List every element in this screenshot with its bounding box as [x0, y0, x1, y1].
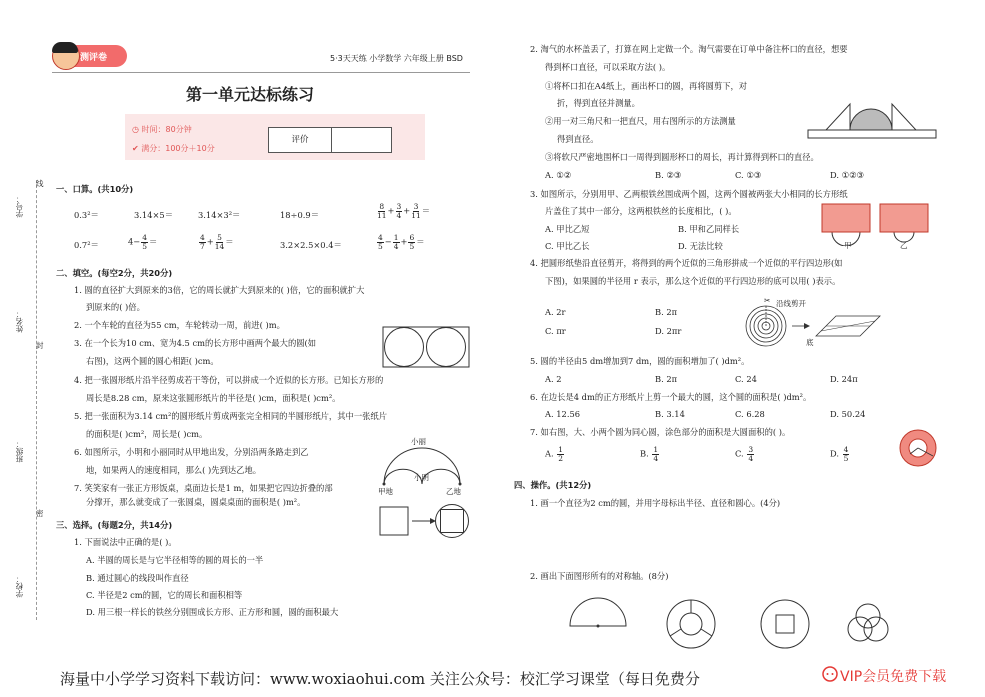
fill-q7-line2: 分撑开，那么就变成了一张圆桌，圆桌桌面的面积是( )m²。	[86, 497, 306, 507]
r-q7-opt-a: A. $\frac{1}{2}$	[545, 445, 564, 463]
label-feng: 封	[36, 341, 44, 350]
label-xuehao: 学号：	[15, 195, 24, 218]
choice-q1-d: D. 用三根一样长的铁丝分别围成长方形、正方形和圆，圆的面积最大	[86, 607, 339, 617]
r-q2-opt-b: B. ②③	[655, 170, 682, 180]
triangles-ruler-figure	[806, 98, 938, 140]
r-q2-line7: ③将软尺严密地围杯口一周得到圆形杯口的周长，再计算得到杯口的直径。	[545, 152, 819, 162]
r-q4-opt-b: B. 2π	[655, 307, 678, 317]
header-rule	[52, 72, 470, 73]
fill-q6-line1: 6. 如图所示，小明和小丽同时从甲地出发，分别沿两条路走到乙	[74, 447, 309, 457]
fill-q1-line1: 1. 圆的直径扩大到原来的3倍，它的周长就扩大到原来的( )倍，它的面积就扩大	[74, 285, 365, 295]
r-q3-opt-a: A. 甲比乙短	[545, 224, 590, 234]
r-q3-line1: 3. 如图所示，分别用甲、乙两根铁丝围成两个圆，这两个圆被两张大小相同的长方形纸	[530, 189, 848, 199]
r-q2-line1: 2. 淘气的水杯盖丢了，打算在网上定做一个。淘气需要在订单中备注杯口的直径，想要	[530, 44, 848, 54]
section3-heading: 三、选择。(每题2分，共14分)	[56, 520, 173, 530]
chat-bubble-icon	[822, 666, 838, 682]
fill-q3-line1: 3. 在一个长为10 cm、宽为4.5 cm的长方形中画两个最大的圆(如	[74, 338, 317, 348]
r-q7-opt-d: D. $\frac{4}{5}$	[830, 445, 849, 463]
label-xingming: 姓名：	[15, 310, 24, 333]
r-q4-line2: 下图)，如果圆的半径用 r 表示，那么这个近似的平行四边形的底可以用( )表示。	[545, 276, 841, 286]
label-banji: 班级：	[15, 440, 24, 463]
section4-heading: 四、操作。(共12分)	[514, 480, 592, 490]
r-q2-opt-c: C. ①③	[735, 170, 762, 180]
calc-7: 4− $\frac{4}{5}$ ＝	[128, 233, 158, 251]
r-q4-opt-c: C. πr	[545, 326, 566, 336]
calc-2: 3.14×5＝	[134, 210, 174, 220]
op-q1: 1. 画一个直径为2 cm的圆，并用字母标出半径、直径和圆心。(4分)	[530, 498, 781, 508]
r-q7-opt-b: B. $\frac{1}{4}$	[640, 445, 659, 463]
clock-icon: ◷	[132, 125, 142, 134]
table-folding-figure	[378, 503, 470, 539]
vip-download-link[interactable]: VIP会员免费下载	[840, 669, 947, 685]
choice-q1: 1. 下面说法中正确的是( )。	[74, 537, 177, 547]
section1-heading: 一、口算。(共10分)	[56, 184, 134, 194]
r-q2-opt-d: D. ①②③	[830, 170, 864, 180]
r-q3-opt-c: C. 甲比乙长	[545, 241, 590, 251]
fig-label-xiaoming: 小明	[414, 473, 429, 482]
choice-q1-a: A. 半圆的周长是与它半径相等的圆的周长的一半	[86, 555, 264, 565]
r-q5-opt-c: C. 24	[735, 374, 757, 384]
label-xian: 线	[36, 179, 44, 188]
fill-q7-line1: 7. 笑笑家有一张正方形饭桌，桌面边长是1 m，如果把它四边折叠的部	[74, 483, 333, 493]
time-text: 时间：80分钟	[141, 125, 192, 134]
fill-q1-line2: 到原来的( )倍。	[86, 302, 145, 312]
r-q4-opt-a: A. 2r	[545, 307, 566, 317]
r-q2-line3: ①将杯口扣在A4纸上，画出杯口的圆，再将圆剪下，对	[545, 81, 748, 91]
circle-cut-figure	[744, 304, 884, 350]
r-q5-opt-d: D. 24π	[830, 374, 858, 384]
r-q2-line6: 得到直径。	[557, 134, 599, 144]
r-q5-opt-b: B. 2π	[655, 374, 678, 384]
r-q7: 7. 如右图，大、小两个圆为同心圆，涂色部分的面积是大圆面积的( )。	[530, 427, 791, 437]
binding-line	[36, 180, 37, 620]
r-q7-opt-c: C. $\frac{3}{4}$	[735, 445, 754, 463]
fig-label-di: 底	[806, 338, 814, 347]
r-q4-opt-d: D. 2πr	[655, 326, 682, 336]
symmetry-figures	[566, 594, 926, 658]
r-q6-opt-b: B. 3.14	[655, 409, 685, 419]
fill-q4-line1: 4. 把一张圆形纸片沿半径剪成若干等份，可以拼成一个近似的长方形。已知长方形的	[74, 375, 384, 385]
logo-hair-icon	[52, 42, 78, 53]
eval-label: 评价	[269, 128, 332, 152]
check-icon: ✔	[132, 144, 142, 153]
fill-q3-line2: 右图)，这两个圆的圆心相距( )cm。	[86, 356, 219, 366]
fill-q5-line1: 5. 把一张面积为3.14 cm²的圆形纸片剪成两张完全相同的半圆形纸片，其中一张纸片	[74, 411, 388, 421]
r-q3-opt-b: B. 甲和乙同样长	[678, 224, 740, 234]
fill-q6-line2: 地，如果两人的速度相同，那么( )先到达乙地。	[86, 465, 262, 475]
fig-label-cut: 沿线剪开	[776, 299, 806, 308]
series-info: 5·3天天练 小学数学 六年级上册 BSD	[330, 54, 463, 63]
r-q2-line2: 得到杯口直径，可以采取方法( )。	[545, 62, 671, 72]
r-q6-opt-a: A. 12.56	[545, 409, 581, 419]
calc-10: $\frac{4}{5}$ − $\frac{1}{4}$ + $\frac{6}{5}$ ＝	[378, 233, 425, 251]
fig-label-jia-r: 甲	[844, 241, 852, 250]
calc-4: 18÷0.9＝	[280, 210, 320, 220]
r-q3-line2: 片盖住了其中一部分，这两根铁丝的长度相比，( )。	[545, 206, 737, 216]
footer-text: 海量中小学学习资料下载访问：www.woxiaohui.com 关注公众号：校汇学习课堂（每日免费分	[60, 670, 700, 688]
score-text: 满分：100分＋10分	[141, 144, 215, 153]
calc-5: $\frac{8}{11}$ + $\frac{3}{4}$ + $\frac{3}{11}$ ＝	[377, 202, 431, 220]
r-q5-opt-a: A. 2	[545, 374, 562, 384]
time-limit	[132, 124, 192, 135]
section2-heading: 二、填空。(每空2分，共20分)	[56, 268, 173, 278]
label-mi: 密	[36, 509, 44, 518]
fig-label-yi-r: 乙	[900, 241, 908, 250]
fig-label-jia: 甲地	[378, 487, 393, 496]
label-xuexiao: 学校：	[15, 575, 24, 598]
choice-q1-b: B. 通过圆心的线段叫作直径	[86, 573, 189, 583]
r-q2-line5: ②用一对三角尺和一把直尺，用右图所示的方法测量	[545, 116, 736, 126]
two-circles-figure	[382, 326, 472, 370]
r-q6-opt-d: D. 50.24	[830, 409, 866, 419]
concentric-circles-figure	[898, 428, 938, 468]
r-q3-opt-d: D. 无法比较	[678, 241, 723, 251]
r-q2-line4: 折，得到直径并测量。	[557, 98, 640, 108]
fig-label-yi: 乙地	[446, 487, 461, 496]
op-q2: 2. 画出下面图形所有的对称轴。(8分)	[530, 571, 669, 581]
scissors-icon: ✂	[764, 296, 771, 305]
choice-q1-c: C. 半径是2 cm的圆，它的周长和面积相等	[86, 590, 243, 600]
eval-box	[268, 127, 392, 153]
full-score	[132, 143, 215, 154]
calc-6: 0.7²＝	[74, 240, 99, 250]
page-title: 第一单元达标练习	[186, 85, 315, 104]
logo-text: 测评卷	[80, 53, 108, 63]
calc-9: 3.2×2.5×0.4＝	[280, 240, 342, 250]
fig-label-xiaoli: 小丽	[411, 437, 426, 446]
r-q6-opt-c: C. 6.28	[735, 409, 765, 419]
r-q6: 6. 在边长是4 dm的正方形纸片上剪一个最大的圆，这个圆的面积是( )dm²。	[530, 392, 812, 402]
paths-figure	[382, 444, 464, 488]
calc-1: 0.3²＝	[74, 210, 99, 220]
r-q4-line1: 4. 把圆形纸垫沿直径剪开，将得到的两个近似的三角形拼成一个近似的平行四边形(如	[530, 258, 843, 268]
calc-8: $\frac{4}{7}$ + $\frac{5}{14}$ ＝	[200, 233, 234, 251]
fill-q2: 2. 一个车轮的直径为55 cm，车轮转动一周，前进( )m。	[74, 320, 285, 330]
calc-3: 3.14×3²＝	[198, 210, 241, 220]
r-q5: 5. 圆的半径由5 dm增加到7 dm，圆的面积增加了( )dm²。	[530, 356, 750, 366]
fill-q4-line2: 周长是8.28 cm，原来这张圆形纸片的半径是( )cm，面积是( )cm²。	[86, 393, 341, 403]
r-q2-opt-a: A. ①②	[545, 170, 572, 180]
covered-circles-figure	[818, 202, 934, 246]
fill-q5-line2: 的面积是( )cm²，周长是( )cm。	[86, 429, 208, 439]
